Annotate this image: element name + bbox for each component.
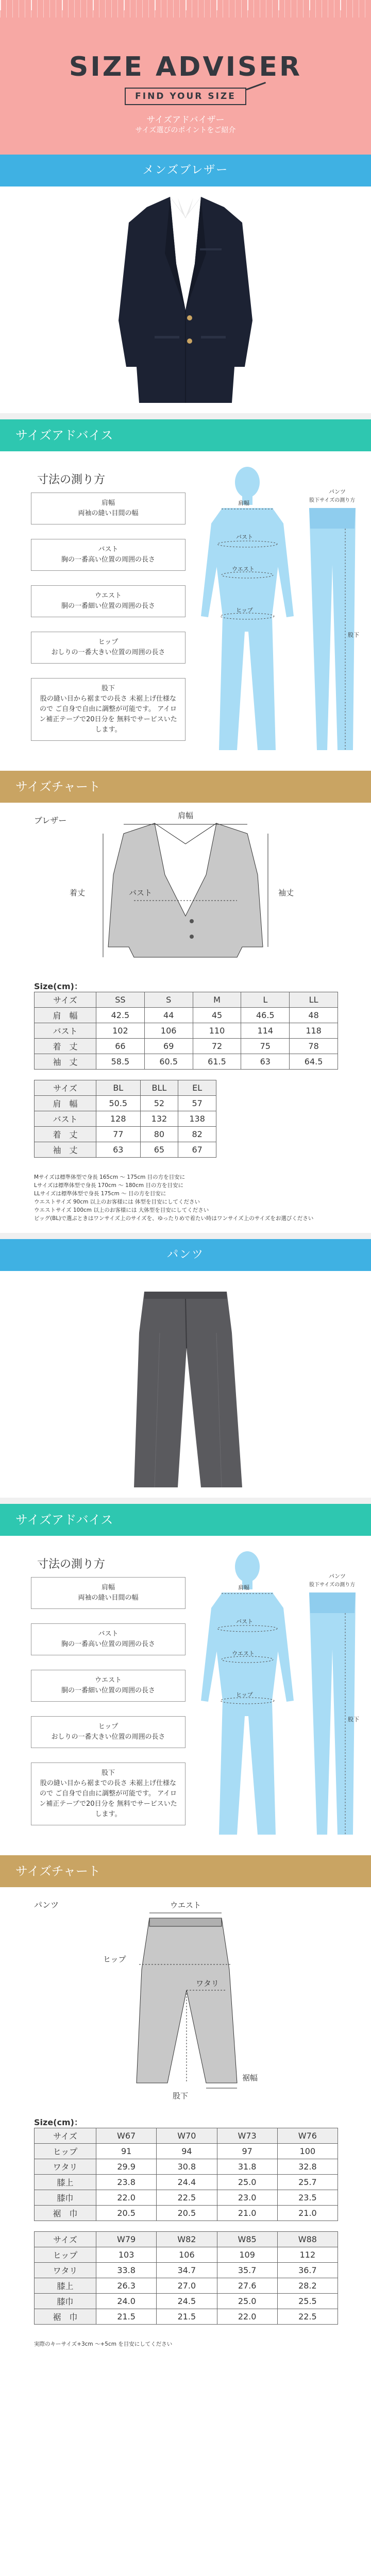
table-cell: ワタリ <box>35 2159 96 2175</box>
figure-label-hip: ヒップ <box>236 607 253 614</box>
figure-label-pants: パンツ <box>329 1573 346 1580</box>
table-cell: 100 <box>277 2144 338 2159</box>
advice-item-title: 股下 <box>101 685 115 692</box>
table-cell: 33.8 <box>96 2263 157 2278</box>
table-cell: W85 <box>217 2232 277 2247</box>
table-cell: 32.8 <box>277 2159 338 2175</box>
table-row <box>35 1096 216 1111</box>
table-cell: 膝上 <box>35 2175 96 2190</box>
table-cell: 袖 丈 <box>35 1054 96 1070</box>
table-cell: 裾 巾 <box>35 2309 96 2325</box>
size-table <box>34 2128 338 2221</box>
table-cell: W88 <box>277 2232 338 2247</box>
table-cell: 34.7 <box>157 2263 217 2278</box>
table-cell: 110 <box>193 1023 241 1039</box>
size-unit-label: Size(cm)： <box>34 981 82 991</box>
advice-item-hip <box>31 1716 185 1748</box>
table-cell: 106 <box>157 2247 217 2263</box>
table-row <box>35 2175 338 2190</box>
pants-section-bar: パンツ <box>0 1239 371 1271</box>
table-cell: 102 <box>96 1023 145 1039</box>
advice-item-body: おしりの一番大きい位置の周囲の長さ <box>51 649 165 656</box>
table-header-row <box>35 992 338 1008</box>
advice-item-inseam <box>31 678 185 741</box>
figure-label-pants-note: 股下サイズの測り方 <box>309 1582 356 1588</box>
label-hip: ヒップ <box>103 1955 126 1964</box>
table-cell: 23.0 <box>217 2190 277 2206</box>
table-cell: S <box>144 992 193 1008</box>
blazer-diagram <box>0 803 371 968</box>
table-cell: 109 <box>217 2247 277 2263</box>
advice-section-bar: サイズアドバイス <box>0 419 371 451</box>
table-cell: W67 <box>96 2128 157 2144</box>
advice-item-title: 肩幅 <box>101 1584 115 1591</box>
table-cell: 106 <box>144 1023 193 1039</box>
advice-item-body: 胸の一番高い位置の周囲の長さ <box>61 556 155 564</box>
pants-photo <box>0 1271 371 1498</box>
table-cell: 24.5 <box>157 2294 217 2309</box>
table-cell: 22.0 <box>217 2309 277 2325</box>
label-waist: ウエスト <box>170 1901 201 1910</box>
figure-label-hip: ヒップ <box>236 1691 253 1698</box>
table-cell: 23.5 <box>277 2190 338 2206</box>
blazer-photo <box>0 187 371 413</box>
body-measurement-figure <box>191 1546 366 1855</box>
advice-item-hip <box>31 632 185 664</box>
table-cell: 27.6 <box>217 2278 277 2294</box>
table-row <box>35 1111 216 1127</box>
advice-item-body: 股の縫い目から裾までの長さ 未裾上げ仕様なので ご自身で自由に調整が可能です。 アイロン補正テープで20日分を 無料でサービスいたします。 <box>39 1780 177 1818</box>
table-cell: 着 丈 <box>35 1127 96 1142</box>
table-cell: 22.0 <box>96 2190 157 2206</box>
hero-jp-title: サイズアドバイザー <box>146 115 225 125</box>
table-cell: 25.0 <box>217 2175 277 2190</box>
advice-item-shoulder <box>31 493 185 524</box>
table-row <box>35 1039 338 1054</box>
figure-label-inseam: 股下 <box>348 632 359 638</box>
table-cell: 65 <box>140 1142 178 1158</box>
table-row <box>35 2263 338 2278</box>
note-line: Lサイズは標準体型で身長 170cm ～ 180cm 目の方を目安に <box>34 1182 183 1189</box>
pants-image <box>0 1271 371 1498</box>
table-row <box>35 2190 338 2206</box>
table-row <box>35 2159 338 2175</box>
table-cell: 30.8 <box>157 2159 217 2175</box>
table-header-row <box>35 1080 216 1096</box>
advice-item-body: 胴の一番細い位置の周囲の長さ <box>61 602 155 610</box>
table-cell: 26.3 <box>96 2278 157 2294</box>
table-cell: 118 <box>290 1023 338 1039</box>
size-notes <box>34 2340 343 2348</box>
table-header-row <box>35 2128 338 2144</box>
table-cell: サイズ <box>35 992 96 1008</box>
table-cell: 78 <box>290 1039 338 1054</box>
advice-item-title: 股下 <box>101 1769 115 1777</box>
label-bust: バスト <box>129 888 153 897</box>
table-cell: W73 <box>217 2128 277 2144</box>
table-cell: 138 <box>178 1111 216 1127</box>
advice-item-body: 股の縫い目から裾までの長さ 未裾上げ仕様なので ご自身で自由に調整が可能です。 アイロン補正テープで20日分を 無料でサービスいたします。 <box>39 695 177 734</box>
note-line: Mサイズは標準体型で身長 165cm ～ 175cm 目の方を目安に <box>34 1174 185 1180</box>
table-cell: 63 <box>96 1142 141 1158</box>
measurement-title: 寸法の測り方 <box>37 473 106 486</box>
table-cell: 112 <box>277 2247 338 2263</box>
advice-item-title: ウエスト <box>94 1676 122 1684</box>
table-cell: 66 <box>96 1039 145 1054</box>
table-cell: M <box>193 992 241 1008</box>
table-cell: 64.5 <box>290 1054 338 1070</box>
table-cell: 21.0 <box>217 2206 277 2221</box>
table-cell: 63 <box>241 1054 290 1070</box>
garment-label: パンツ <box>34 1900 59 1910</box>
pants-diagram <box>0 1887 371 2104</box>
note-line: ビッグ(BL)で選ぶときはワンサイズ上のサイズを、ゆったりめで着たい時はワンサイズ上のサイズをお選びください <box>34 1215 314 1222</box>
figure-label-pants-note: 股下サイズの測り方 <box>309 498 356 503</box>
table-cell: 21.5 <box>96 2309 157 2325</box>
figure-label-shoulder: 肩幅 <box>238 1584 249 1591</box>
table-row <box>35 1127 216 1142</box>
table-cell: 膝巾 <box>35 2190 96 2206</box>
advice-item-body: おしりの一番大きい位置の周囲の長さ <box>51 1733 165 1741</box>
table-cell: 67 <box>178 1142 216 1158</box>
figure-label-bust: バスト <box>236 534 253 540</box>
table-cell: 61.5 <box>193 1054 241 1070</box>
table-cell: 97 <box>217 2144 277 2159</box>
divider <box>0 1233 371 1239</box>
table-row <box>35 2278 338 2294</box>
advice-item-shoulder <box>31 1577 185 1609</box>
size-notes <box>34 1173 343 1223</box>
table-cell: 44 <box>144 1008 193 1023</box>
advice-item-waist <box>31 585 185 617</box>
ruler-marks <box>0 0 371 10</box>
table-cell: 91 <box>96 2144 157 2159</box>
blazer-image <box>0 187 371 413</box>
hero-banner <box>0 0 371 155</box>
figure-label-shoulder: 肩幅 <box>238 500 249 506</box>
table-cell: 36.7 <box>277 2263 338 2278</box>
hero-subtitle: FIND YOUR SIZE <box>125 88 246 105</box>
label-length: 着丈 <box>70 888 86 897</box>
figure-label-inseam: 股下 <box>348 1716 359 1723</box>
table-cell: サイズ <box>35 2128 96 2144</box>
table-cell: 25.7 <box>277 2175 338 2190</box>
divider <box>0 413 371 419</box>
size-table <box>34 1080 216 1158</box>
table-cell: 103 <box>96 2247 157 2263</box>
table-cell: 114 <box>241 1023 290 1039</box>
table-cell: 31.8 <box>217 2159 277 2175</box>
table-cell: 45 <box>193 1008 241 1023</box>
table-row <box>35 2309 338 2325</box>
table-cell: ワタリ <box>35 2263 96 2278</box>
table-cell: 132 <box>140 1111 178 1127</box>
table-cell: 35.7 <box>217 2263 277 2278</box>
advice-item-inseam <box>31 1762 185 1825</box>
table-cell: 60.5 <box>144 1054 193 1070</box>
table-row <box>35 2206 338 2221</box>
table-cell: 23.8 <box>96 2175 157 2190</box>
table-cell: EL <box>178 1080 216 1096</box>
table-cell: 69 <box>144 1039 193 1054</box>
measurement-title: 寸法の測り方 <box>37 1558 106 1571</box>
advice-section-bar: サイズアドバイス <box>0 1504 371 1536</box>
table-cell: 29.9 <box>96 2159 157 2175</box>
table-cell: 48 <box>290 1008 338 1023</box>
advice-item-title: ヒップ <box>98 638 119 646</box>
table-cell: 22.5 <box>157 2190 217 2206</box>
figure-label-waist: ウエスト <box>232 566 255 572</box>
table-cell: 裾 巾 <box>35 2206 96 2221</box>
table-row <box>35 1054 338 1070</box>
advice-item-bust <box>31 1623 185 1655</box>
table-row <box>35 1008 338 1023</box>
chart-section-bar: サイズチャート <box>0 771 371 803</box>
table-cell: 24.4 <box>157 2175 217 2190</box>
table-cell: W82 <box>157 2232 217 2247</box>
table-row <box>35 2144 338 2159</box>
size-table <box>34 2231 338 2325</box>
hero-jp-subtitle: サイズ選びのポイントをご紹介 <box>135 126 236 134</box>
table-cell: 25.5 <box>277 2294 338 2309</box>
table-cell: 52 <box>140 1096 178 1111</box>
size-unit-label: Size(cm)： <box>34 2117 82 2127</box>
note-line: 実際のキーサイズ+3cm ～+5cm を目安にしてください <box>34 2341 173 2347</box>
table-cell: 46.5 <box>241 1008 290 1023</box>
table-cell: 21.5 <box>157 2309 217 2325</box>
table-cell: 21.0 <box>277 2206 338 2221</box>
table-row <box>35 2247 338 2263</box>
table-cell: 77 <box>96 1127 141 1142</box>
table-cell: サイズ <box>35 2232 96 2247</box>
advice-item-title: バスト <box>98 546 119 553</box>
table-cell: 57 <box>178 1096 216 1111</box>
table-cell: 75 <box>241 1039 290 1054</box>
table-cell: 肩 幅 <box>35 1096 96 1111</box>
chart-section-bar: サイズチャート <box>0 1855 371 1887</box>
table-row <box>35 1023 338 1039</box>
figure-label-pants: パンツ <box>329 488 346 495</box>
label-thigh: ワタリ <box>196 1979 219 1988</box>
measuring-tape-icon <box>246 82 269 99</box>
advice-item-body: 胴の一番細い位置の周囲の長さ <box>61 1687 155 1694</box>
advice-item-title: ウエスト <box>94 592 122 600</box>
table-cell: 着 丈 <box>35 1039 96 1054</box>
garment-label: ブレザー <box>34 816 67 825</box>
measurement-guide <box>0 1536 371 1855</box>
figure-label-waist: ウエスト <box>232 1650 255 1657</box>
table-cell: 膝巾 <box>35 2294 96 2309</box>
table-cell: 25.0 <box>217 2294 277 2309</box>
note-line: LLサイズは標準体型で身長 175cm ～ 目の方を目安に <box>34 1191 166 1197</box>
table-cell: 20.5 <box>96 2206 157 2221</box>
label-sleeve: 袖丈 <box>278 888 294 897</box>
hero-title: SIZE ADVISER <box>69 52 302 82</box>
table-row <box>35 1142 216 1158</box>
label-hem: 裾幅 <box>242 2073 258 2082</box>
advice-item-body: 両袖の縫い目間の幅 <box>78 1594 139 1602</box>
blazer-size-chart <box>0 803 371 1233</box>
table-cell: 20.5 <box>157 2206 217 2221</box>
size-table <box>34 992 338 1070</box>
table-row <box>35 2294 338 2309</box>
table-cell: 72 <box>193 1039 241 1054</box>
note-line: ウエストサイズ 100cm 以上のお客様には 大体型を目安にしてください <box>34 1207 209 1213</box>
table-header-row <box>35 2232 338 2247</box>
pants-size-chart <box>0 1887 371 2359</box>
table-cell: ヒップ <box>35 2247 96 2263</box>
figure-label-bust: バスト <box>236 1618 253 1625</box>
label-inseam: 股下 <box>173 2091 189 2100</box>
advice-item-title: 肩幅 <box>101 499 115 507</box>
note-line: ウエストサイズ 90cm 以上のお客様には 体型を目安にしてください <box>34 1199 200 1205</box>
table-cell: 膝上 <box>35 2278 96 2294</box>
label-shoulder: 肩幅 <box>178 811 194 820</box>
advice-item-title: ヒップ <box>98 1723 119 1731</box>
table-cell: 42.5 <box>96 1008 145 1023</box>
table-cell: 80 <box>140 1127 178 1142</box>
table-cell: バスト <box>35 1023 96 1039</box>
table-cell: 82 <box>178 1127 216 1142</box>
measurement-guide <box>0 451 371 771</box>
advice-item-body: 両袖の縫い目間の幅 <box>78 510 139 517</box>
table-cell: W79 <box>96 2232 157 2247</box>
table-cell: 50.5 <box>96 1096 141 1111</box>
table-cell: 128 <box>96 1111 141 1127</box>
body-measurement-figure <box>191 462 366 771</box>
table-cell: 肩 幅 <box>35 1008 96 1023</box>
advice-item-waist <box>31 1670 185 1702</box>
table-cell: ヒップ <box>35 2144 96 2159</box>
table-cell: BL <box>96 1080 141 1096</box>
table-cell: 94 <box>157 2144 217 2159</box>
table-cell: BLL <box>140 1080 178 1096</box>
table-cell: LL <box>290 992 338 1008</box>
table-cell: 24.0 <box>96 2294 157 2309</box>
table-cell: サイズ <box>35 1080 96 1096</box>
table-cell: 28.2 <box>277 2278 338 2294</box>
advice-item-title: バスト <box>98 1630 119 1638</box>
table-cell: 22.5 <box>277 2309 338 2325</box>
table-cell: バスト <box>35 1111 96 1127</box>
blazer-section-bar: メンズブレザー <box>0 155 371 187</box>
table-cell: 27.0 <box>157 2278 217 2294</box>
table-cell: SS <box>96 992 145 1008</box>
table-cell: L <box>241 992 290 1008</box>
table-cell: 58.5 <box>96 1054 145 1070</box>
divider <box>0 1498 371 1504</box>
table-cell: 袖 丈 <box>35 1142 96 1158</box>
table-cell: W70 <box>157 2128 217 2144</box>
advice-item-body: 胸の一番高い位置の周囲の長さ <box>61 1640 155 1648</box>
advice-item-bust <box>31 539 185 571</box>
table-cell: W76 <box>277 2128 338 2144</box>
